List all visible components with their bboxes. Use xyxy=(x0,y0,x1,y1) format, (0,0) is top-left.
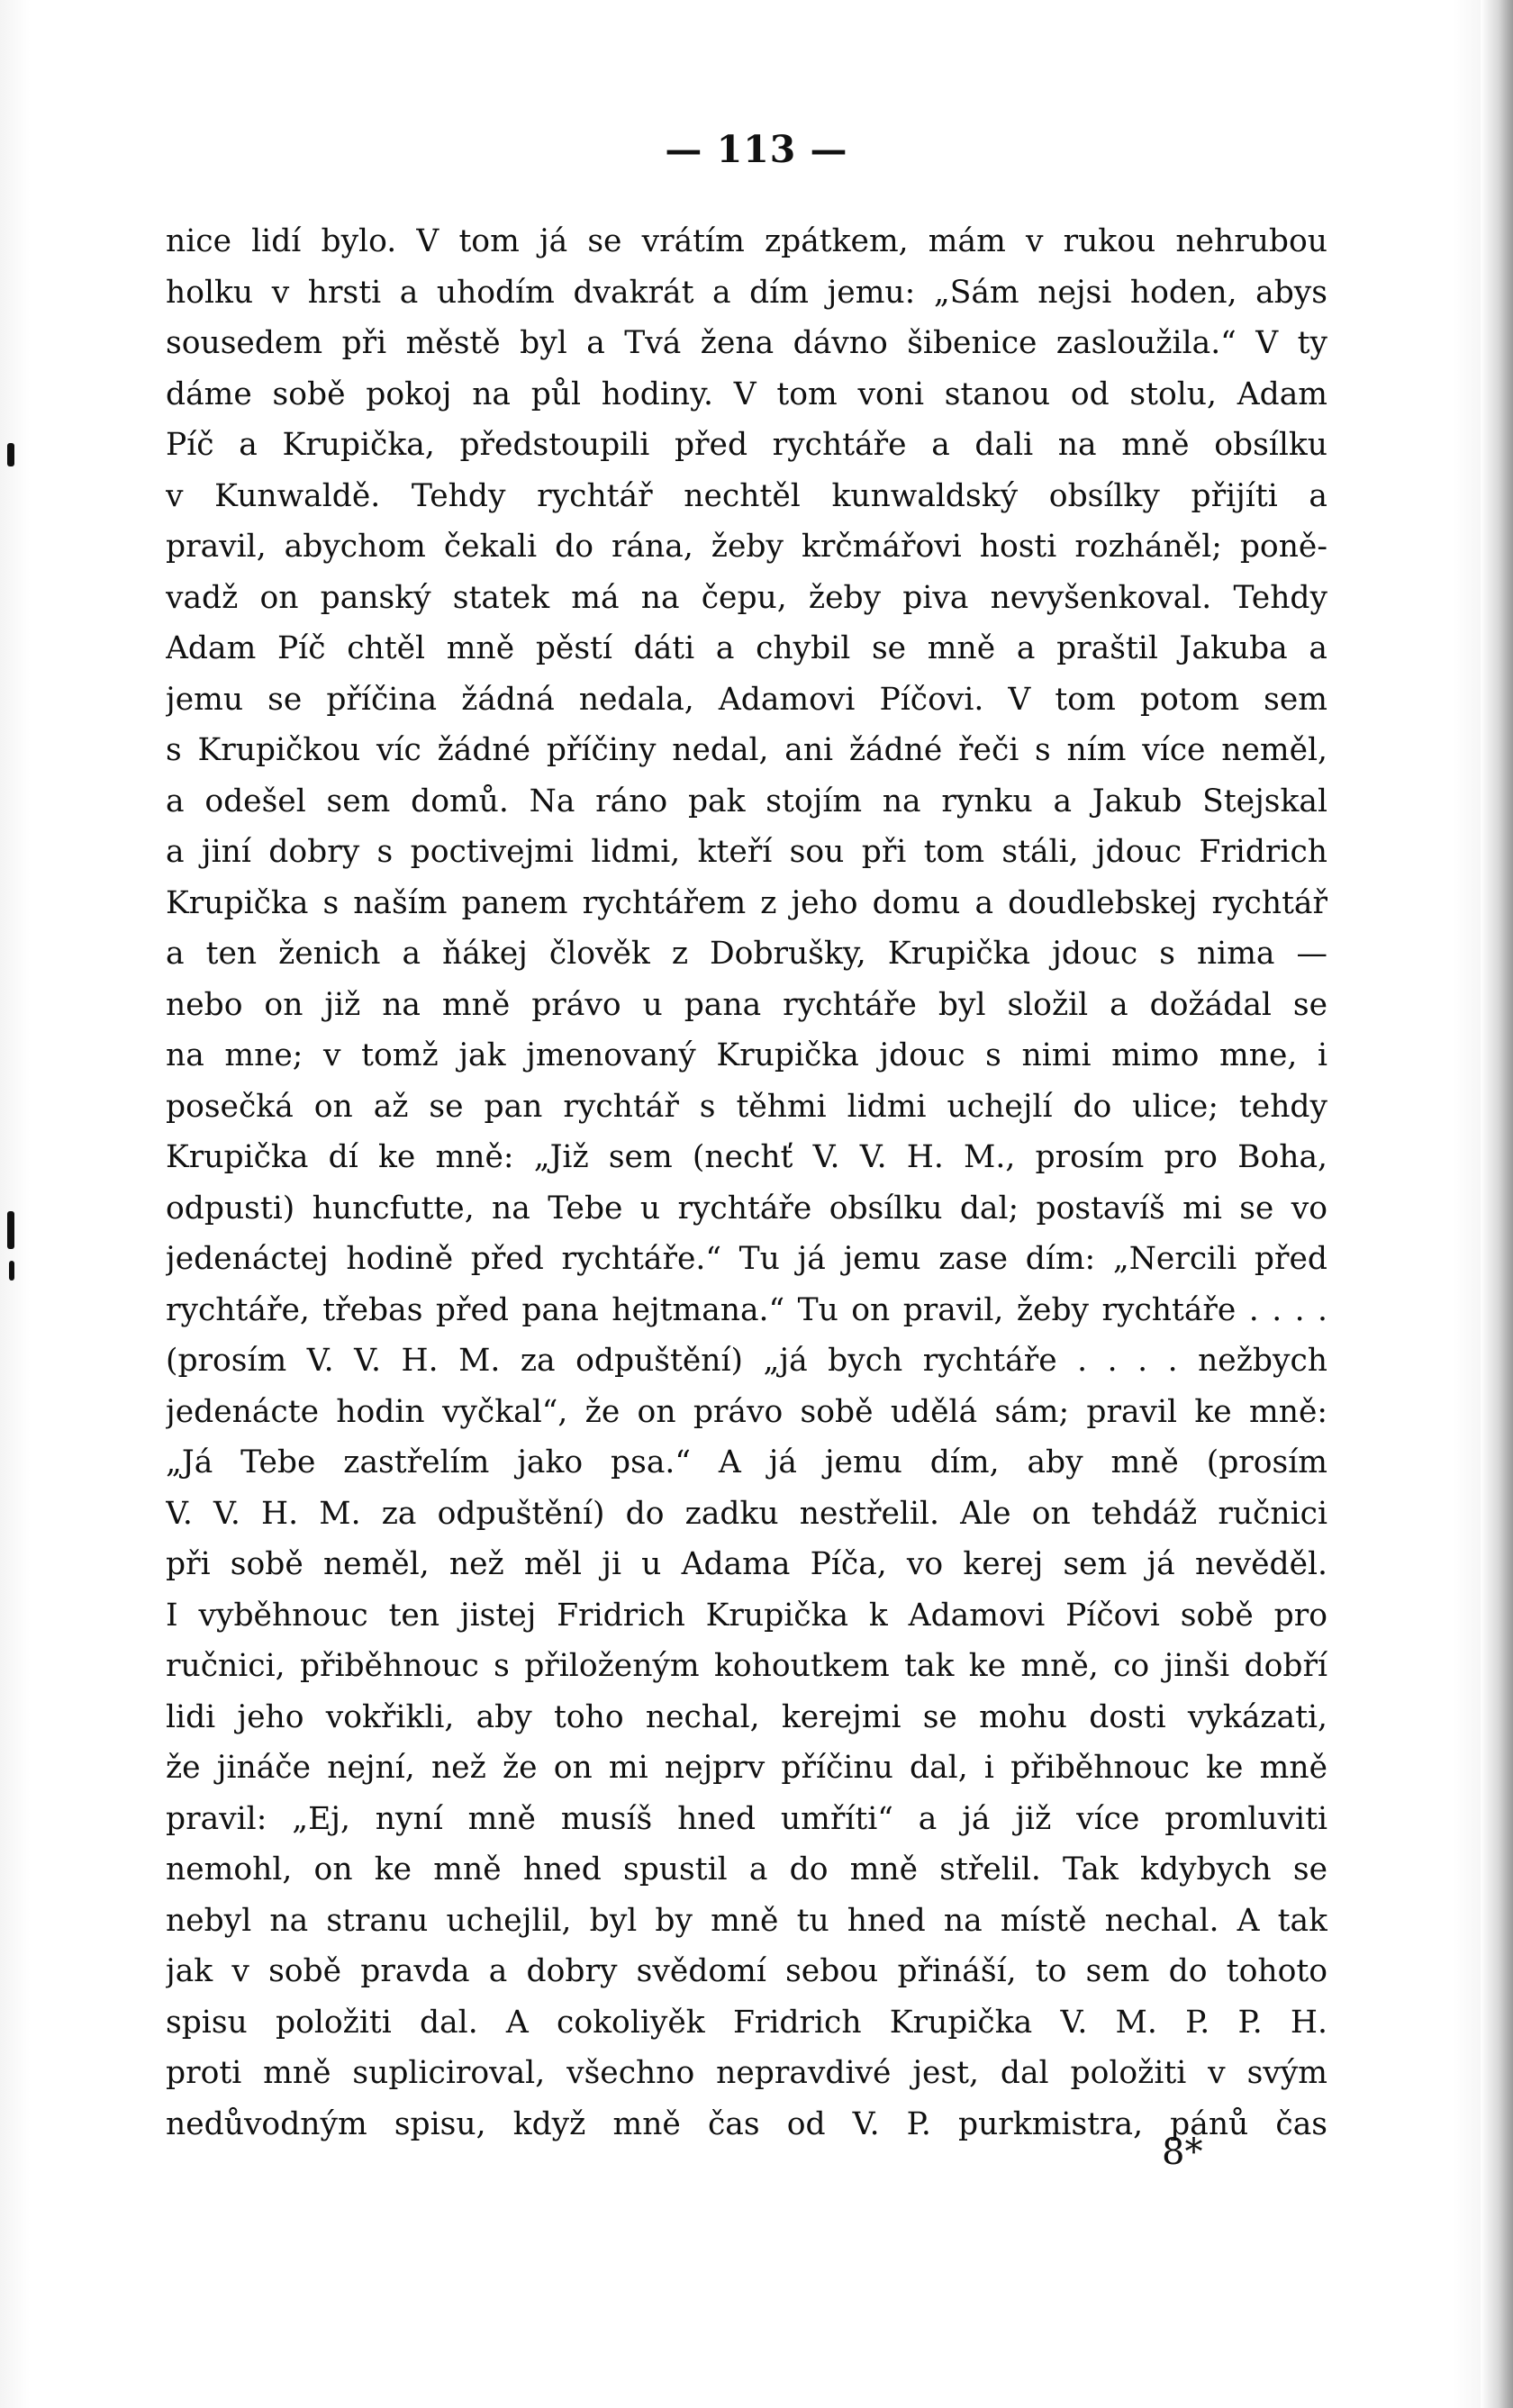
text-line: vadž on panský statek má na čepu, žeby piva nevyšenkoval. Tehdy xyxy=(166,579,1327,616)
text-line: a odešel sem domů. Na ráno pak stojím na rynku a Jakub Stejskal xyxy=(166,783,1327,819)
text-line: Adam Píč chtěl mně pěstí dáti a chybil se mně a praštil Jakuba a xyxy=(166,630,1327,666)
text-line: jemu se příčina žádná nedala, Adamovi Píčovi. V tom potom sem xyxy=(166,681,1327,718)
text-line: nebyl na stranu uchejlil, byl by mně tu hned na místě nechal. A tak xyxy=(166,1902,1327,1939)
text-line: pravil, abychom čekali do rána, žeby krčmářovi hosti rozháněl; poně- xyxy=(166,529,1327,565)
binding-mark xyxy=(7,1211,14,1249)
text-line: (prosím V. V. H. M. za odpuštění) „já bych rychtáře . . . . nežbych xyxy=(166,1343,1327,1379)
printer-signature-mark: 8* xyxy=(1162,2132,1203,2173)
text-line: sousedem při městě byl a Tvá žena dávno šibenice zasloužila.“ V ty xyxy=(166,325,1327,361)
text-line: Krupička dí ke mně: „Již sem (nechť V. V. H. M., prosím pro Boha, xyxy=(166,1139,1327,1175)
text-line: a ten ženich a ňákej člověk z Dobrušky, Krupička jdouc s nima — xyxy=(166,936,1327,972)
text-line: nedůvodným spisu, když mně čas od V. P. purkmistra, pánů čas xyxy=(166,2105,1327,2142)
text-line: jak v sobě pravda a dobry svědomí sebou přináší, to sem do tohoto xyxy=(166,1953,1327,1989)
text-line: ručnici, přiběhnouc s přiloženým kohoutkem tak ke mně, co jinši dobří xyxy=(166,1648,1327,1684)
text-line: nice lidí bylo. V tom já se vrátím zpátkem, mám v rukou nehrubou xyxy=(166,223,1327,259)
text-line: spisu položiti dal. A cokoliyěk Fridrich Krupička V. M. P. P. H. xyxy=(166,2004,1327,2041)
text-line: lidi jeho vokřikli, aby toho nechal, kerejmi se mohu dosti vykázati, xyxy=(166,1698,1327,1735)
text-line: nemohl, on ke mně hned spustil a do mně střelil. Tak kdybych se xyxy=(166,1851,1327,1887)
text-line: rychtáře, třebas před pana hejtmana.“ Tu on pravil, žeby rychtáře . . . . xyxy=(166,1291,1327,1328)
text-line: Píč a Krupička, předstoupili před rychtáře a dali na mně obsílku xyxy=(166,427,1327,463)
text-line: jedenácte hodin vyčkal“, že on právo sobě udělá sám; pravil ke mně: xyxy=(166,1393,1327,1430)
text-line: v Kunwaldě. Tehdy rychtář nechtěl kunwaldský obsílky přijíti a xyxy=(166,477,1327,514)
text-line: při sobě neměl, než měl ji u Adama Píča, vo kerej sem já nevěděl. xyxy=(166,1546,1327,1582)
text-line: odpusti) huncfutte, na Tebe u rychtáře obsílku dal; postavíš mi se vo xyxy=(166,1190,1327,1227)
text-line: dáme sobě pokoj na půl hodiny. V tom voni stanou od stolu, Adam xyxy=(166,376,1327,412)
text-line: pravil: „Ej, nyní mně musíš hned umříti“ a já již více promluviti xyxy=(166,1800,1327,1837)
binding-mark xyxy=(9,1261,14,1281)
text-line: a jiní dobry s poctivejmi lidmi, kteří sou při tom stáli, jdouc Fridrich xyxy=(166,834,1327,870)
text-line: holku v hrsti a uhodím dvakrát a dím jemu: „Sám nejsi hoden, abys xyxy=(166,274,1327,311)
text-line: Krupička s naším panem rychtářem z jeho domu a doudlebskej rychtář xyxy=(166,884,1327,921)
text-line: nebo on již na mně právo u pana rychtáře byl složil a dožádal se xyxy=(166,986,1327,1023)
text-line: na mne; v tomž jak jmenovaný Krupička jdouc s nimi mimo mne, i xyxy=(166,1037,1327,1073)
scan-edge-shadow xyxy=(1481,0,1513,2408)
text-line: I vyběhnouc ten jistej Fridrich Krupička k Adamovi Píčovi sobě pro xyxy=(166,1597,1327,1634)
text-line: s Krupičkou víc žádné příčiny nedal, ani žádné řeči s ním více neměl, xyxy=(166,732,1327,768)
body-text xyxy=(166,216,1327,2150)
text-line: jedenáctej hodině před rychtáře.“ Tu já jemu zase dím: „Nercili před xyxy=(166,1241,1327,1277)
text-line: „Já Tebe zastřelím jako psa.“ A já jemu dím, aby mně (prosím xyxy=(166,1444,1327,1480)
page-number: — 113 — xyxy=(665,128,848,171)
text-line: V. V. H. M. za odpuštění) do zadku nestřelil. Ale on tehdáž ručnici xyxy=(166,1495,1327,1532)
text-line: posečká on až se pan rychtář s těhmi lidmi uchejlí do ulice; tehdy xyxy=(166,1088,1327,1125)
text-line: že jináče nejní, než že on mi nejprv příčinu dal, i přiběhnouc ke mně xyxy=(166,1750,1327,1786)
binding-mark xyxy=(7,443,14,466)
text-line: proti mně supliciroval, všechno nepravdivé jest, dal položiti v svým xyxy=(166,2055,1327,2091)
